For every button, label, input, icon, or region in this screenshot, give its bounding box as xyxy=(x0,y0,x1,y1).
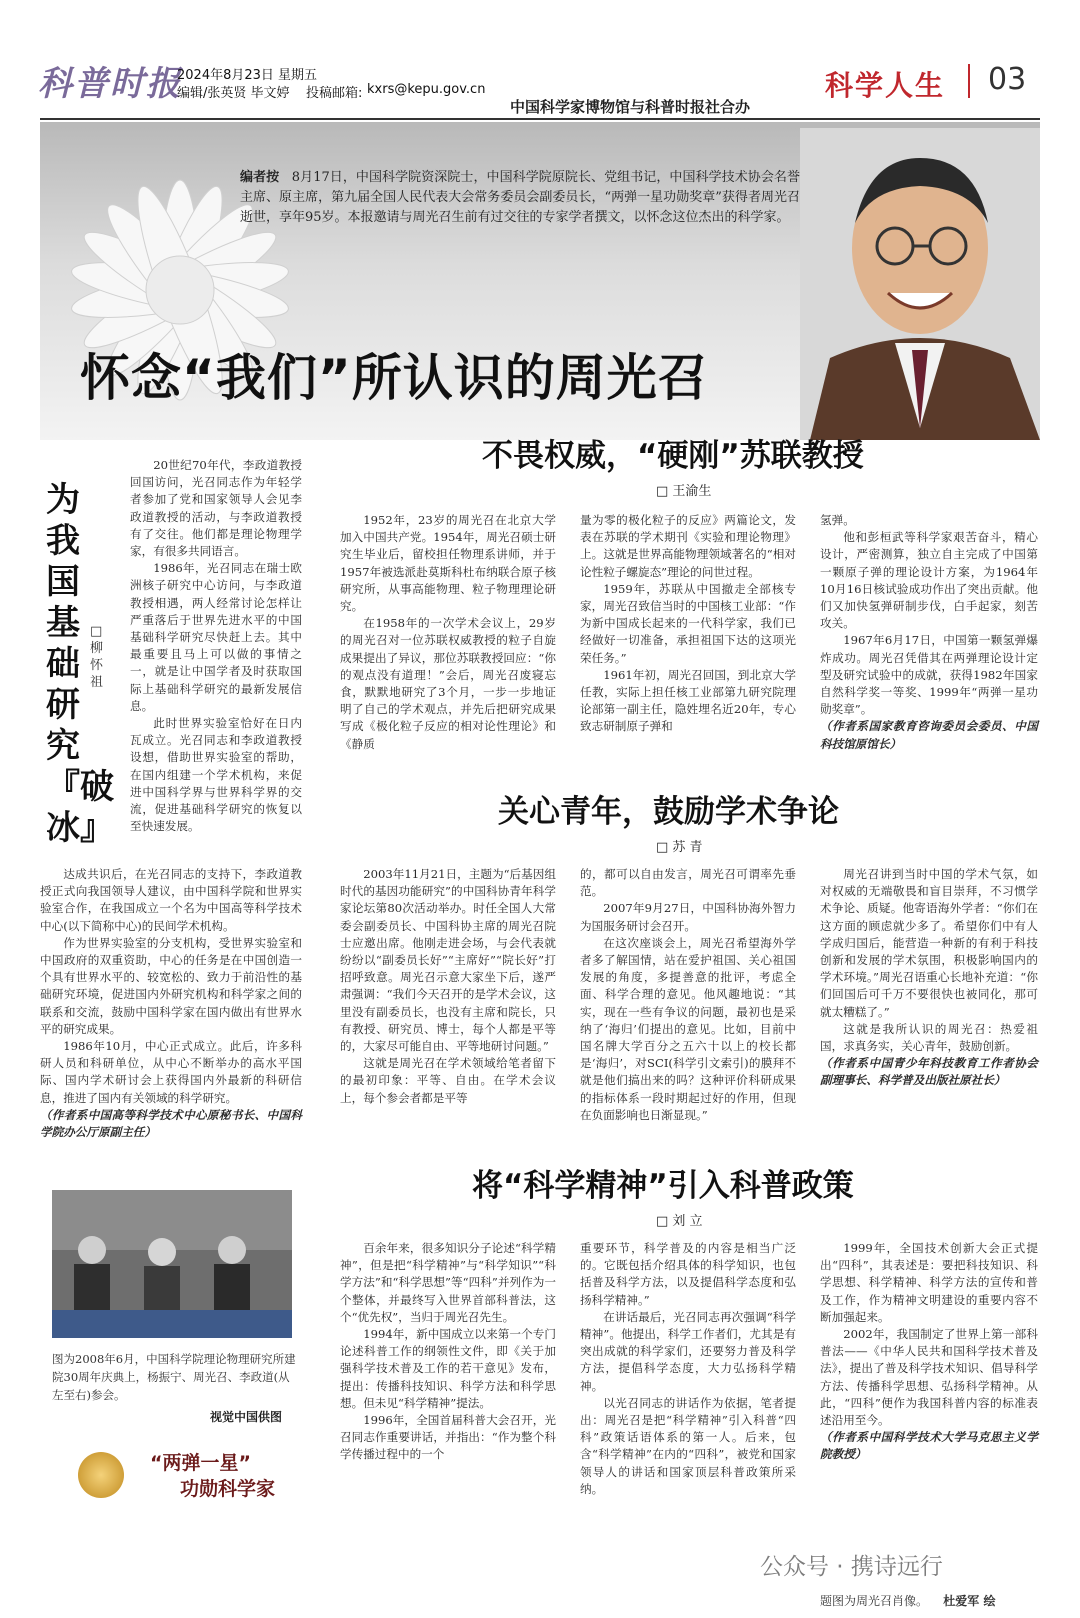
conference-photo xyxy=(52,1190,292,1338)
article3-byline: □ 刘 立 xyxy=(656,1214,703,1229)
portrait-illustration xyxy=(800,128,1040,440)
side-article-title: 为我国基础研究『破冰』 xyxy=(46,480,114,848)
masthead-rule xyxy=(40,118,1040,120)
paragraph: 在讲话最后，光召同志再次强调“科学精神”。他提出，科学工作者们，尤其是有突出成就的科学家们，还要努力普及科学方法，提倡科学态度，大力弘扬科学精神。 xyxy=(580,1309,796,1393)
article1-col3 xyxy=(820,512,1038,753)
article2-col3 xyxy=(820,866,1038,1090)
paragraph: 1996年，全国首届科普大会召开，光召同志作重要讲话，并指出：“作为整个科学传播过程中的一个 xyxy=(340,1413,556,1462)
figure-note xyxy=(820,1592,995,1609)
page-main-title: 怀念“我们”所认识的周光召 xyxy=(80,349,709,407)
paragraph: 他和彭桓武等科学家艰苦奋斗，精心设计，严密测算，独立自主完成了中国第一颗原子弹的理论设计方案，为1964年10月16日核试验成功作出了突出贡献。他们又加快氢弹研制步伐，白手起家，刻苦攻关。 xyxy=(820,530,1038,631)
article1-title: 不畏权威，“硬刚”苏联教授 xyxy=(482,438,864,474)
sponsor-line: 中国科学家博物馆与科普时报社合办 xyxy=(510,98,751,116)
side-article-author: □柳怀祖 xyxy=(90,624,104,690)
paragraph: 1959年，苏联从中国撤走全部核专家，周光召致信当时的中国核工业部：“作为新中国成长起来的一代科学家，我们已经做好一切准备，承担祖国下达的这项光荣任务。” xyxy=(580,581,796,665)
paragraph: 量为零的极化粒子的反应》两篇论文，发表在苏联的学术期刊《实验和理论物理》上。这就是世界高能物理领域著名的“相对论性粒子螺旋态”理论的问世过程。 xyxy=(580,513,796,579)
paragraph: 1952年，23岁的周光召在北京大学加入中国共产党。1954年，周光召硕士研究生毕业后，留校担任物理系讲师，并于1957年被选派赴莫斯科杜布纳联合原子核研究所，从事高能物理、粒子物理理论研究。 xyxy=(340,513,556,614)
newspaper-logo: 科普时报 xyxy=(38,64,182,104)
paragraph: 作为世界实验室的分支机构，受世界实验室和中国政府的双重资助，中心的任务是在中国创造一个具有世界水平的、较宽松的、致力于前沿性的基础研究环境，促进国内外研究机构和科学家之间的联系和交流，鼓励中国科学家在国内做出有世界水平的研究成果。 xyxy=(40,935,302,1036)
article3-author: 刘 立 xyxy=(672,1214,703,1229)
badge-line-2: 功勋科学家 xyxy=(180,1478,276,1500)
author-note: （作者系国家教育咨询委员会委员、中国科技馆原馆长） xyxy=(820,719,1038,751)
paragraph: 1961年初，周光召回国，到北京大学任教，实际上担任核工业部第九研究院理论部第一副主任，隐姓埋名近20年，专心致志研制原子弹和 xyxy=(580,667,796,734)
paragraph: 的，都可以自由发言，周光召可谓率先垂范。 xyxy=(580,867,796,899)
article2-author: 苏 青 xyxy=(672,840,703,855)
paragraph: 1994年，新中国成立以来第一个专门论述科普工作的纲领性文件，即《关于加强科学技术普及工作的若干意见》发布，提出：传播科技知识、科学方法和科学思想。但未见“科学精神”提法。 xyxy=(340,1327,556,1410)
side-article-body-top xyxy=(130,457,302,835)
article1-byline: □ 王渝生 xyxy=(656,484,712,499)
page-number: 03 xyxy=(988,62,1027,97)
paragraph: 以光召同志的讲话作为依据，笔者提出：周光召是把“科学精神”引入科普“四科”政策话语体系的第一人。后来，包含“科学精神”在内的“四科”，被党和国家领导人的讲话和国家顶层科普政策所采纳。 xyxy=(580,1395,796,1496)
paragraph: 20世纪70年代，李政道教授回国访问，光召同志作为年轻学者参加了党和国家领导人会见李政道教授的活动，与李政道教授有了交往。他们都是理论物理学家，有很多共同语言。 xyxy=(130,458,302,559)
paragraph: 达成共识后，在光召同志的支持下，李政道教授正式向我国领导人建议，由中国科学院和世界实验室合作，在我国成立一个名为中国高等科学技术中心(以下简称中心)的民间学术机构。 xyxy=(40,867,302,933)
editors-line: 编辑/张英贤 毕文婷 xyxy=(177,86,290,101)
issue-date: 2024年8月23日 星期五 xyxy=(177,68,318,83)
paragraph: 周光召讲到当时中国的学术气氛，如对权威的无端敬畏和盲目崇拜，不习惯学术争论、质疑。他寄语海外学者：“你们在这方面的顾虑就少多了。希望你们中有人学成归国后，能营造一种新的有利于科技创新和发展的学术氛围，积极影响国内的学术环境。”周光召语重心长地补充道：“你们回国后可千万不要很快也被同化，那可就太糟糕了。” xyxy=(820,867,1038,1019)
paragraph: 1986年10月，中心正式成立。此后，许多科研人员和科研单位，从中心不断举办的高水平国际、国内学术研讨会上获得国内外最新的科研信息，推进了国内有关领域的科学研究。 xyxy=(40,1039,302,1105)
paragraph: 2002年，我国制定了世界上第一部科普法——《中华人民共和国科学技术普及法》，提出了普及科学技术知识、倡导科学方法、传播科学思想、弘扬科学精神。从此，“四科”便作为我国科普内容的标准表述沿用至今。 xyxy=(820,1327,1038,1428)
article2-col2 xyxy=(580,866,796,1124)
section-title: 科学人生 xyxy=(825,69,946,102)
article3-col3 xyxy=(820,1240,1038,1464)
paragraph: 1986年，光召同志在瑞士欧洲核子研究中心访问，与李政道教授相遇，两人经常讨论怎样让严重落后于世界先进水平的中国基础科学研究尽快赶上去。其中最重要且马上可以做的事情之一，就是让中国学者及时获取国际上基础科学研究的最新发展信息。 xyxy=(130,561,302,713)
paragraph: 2003年11月21日，主题为“后基因组时代的基因功能研究”的中国科协青年科学家论坛第80次活动举办。时任全国人大常委会副委员长、中国科协主席的周光召院士应邀出席。他刚走进会场，与会代表就纷纷以“副委员长好”“主席好”“院长好”打招呼致意。周光召示意大家坐下后，遂严肃强调：“我们今天召开的是学术会议，这里没有副委员长，也没有主席和院长，只有教授、研究员、博士，每个人都是平等的，大家尽可能自由、平等地研讨问题。” xyxy=(340,867,556,1054)
paragraph: 在这次座谈会上，周光召希望海外学者多了解国情，站在爱护祖国、关心祖国发展的角度，多提善意的批评，考虑全面、科学合理的意见。他风趣地说：“其实，现在一些有争议的问题，最初也是采纳了‘海归’们提出的意见。比如，目前中国名牌大学百分之五六十以上的校长都是‘海归’，对SCI(科学引文索引)的膜拜不就是他们搞出来的吗？这种评价科研成果的指标体系一段时期起过好的作用，但现在负面影响也日渐显现。” xyxy=(580,935,796,1122)
badge-text xyxy=(110,1450,275,1502)
paragraph: 此时世界实验室恰好在日内瓦成立。光召同志和李政道教授设想，借助世界实验室的帮助，在国内组建一个学术机构，来促进中国科学界与世界科学界的交流，促进基础科学研究的恢复以至快速发展。 xyxy=(130,716,302,834)
author-note: （作者系中国青少年科技教育工作者协会副理事长、科学普及出版社原社长） xyxy=(820,1056,1038,1088)
paragraph: 氢弹。 xyxy=(820,513,855,527)
author-note: （作者系中国高等科学技术中心原秘书长、中国科学院办公厅原副主任） xyxy=(40,1107,302,1140)
paragraph: 在1958年的一次学术会议上，29岁的周光召对一位苏联权威教授的粒子自旋成果提出了异议，那位苏联教授回应：“你的观点没有道理！”会后，周光召废寝忘食，默默地研究了3个月，一步一步地证明了自己的学术观点，并先后把研究成果写成《极化粒子反应的相对论性理论》和《静质 xyxy=(340,616,556,751)
paragraph: 2007年9月27日，中国科协海外智力为国服务研讨会召开。 xyxy=(580,901,796,933)
photo-caption: 图为2008年6月，中国科学院理论物理研究所建院30周年庆典上，杨振宁、周光召、李政道(从左至右)参会。 xyxy=(52,1352,296,1402)
section-divider xyxy=(968,64,970,98)
editor-note-label: 编者按 xyxy=(240,170,280,185)
wechat-watermark: 公众号 · 携诗远行 xyxy=(760,1554,943,1580)
article1-author: 王渝生 xyxy=(672,484,712,499)
figure-note-text: 题图为周光召肖像。 xyxy=(820,1594,929,1608)
photo-credit: 视觉中国供图 xyxy=(210,1410,283,1424)
side-article-author-name: 柳怀祖 xyxy=(90,641,104,690)
article1-col1 xyxy=(340,512,556,753)
article1-col2 xyxy=(580,512,796,736)
paragraph: 这就是我所认识的周光召：热爱祖国，求真务实，关心青年，鼓励创新。 xyxy=(820,1021,1038,1054)
side-article-body-bottom xyxy=(40,866,302,1141)
author-note: （作者系中国科学技术大学马克思主义学院教授） xyxy=(820,1430,1038,1462)
article2-col1 xyxy=(340,866,556,1107)
paragraph: 百余年来，很多知识分子论述“科学精神”，但是把“科学精神”与“科学知识”“科学方法”和“科学思想”等“四科”并列作为一个整体，并最终写入世界首部科普法，这个“优先权”，当归于周光召先生。 xyxy=(340,1241,556,1324)
paragraph: 重要环节，科学普及的内容是相当广泛的。它既包括介绍具体的科学知识，也包括普及科学方法，以及提倡科学态度和弘扬科学精神。” xyxy=(580,1241,796,1307)
editor-note-text: 8月17日，中国科学院资深院士，中国科学院原院长、党组书记，中国科学技术协会名誉主席、原主席，第九届全国人民代表大会常务委员会副委员长，“两弹一星功勋奖章”获得者周光召逝世，享年95岁。本报邀请与周光召生前有过交往的专家学者撰文，以怀念这位杰出的科学家。 xyxy=(240,170,800,225)
badge-line-1: “两弹一星” xyxy=(150,1452,251,1474)
article3-title: 将“科学精神”引入科普政策 xyxy=(472,1168,854,1204)
editor-note xyxy=(240,168,800,228)
paragraph: 1967年6月17日，中国第一颗氢弹爆炸成功。周光召凭借其在两弹理论设计定型及研究试验中的成就，获得1982年国家自然科学奖一等奖、1999年“两弹一星功勋奖章”。 xyxy=(820,633,1038,717)
paragraph: 这就是周光召在学术领域给笔者留下的最初印象：平等、自由。在学术会议上，每个参会者都是平等 xyxy=(340,1056,556,1105)
article3-col1 xyxy=(340,1240,556,1464)
article3-col2 xyxy=(580,1240,796,1498)
article2-title: 关心青年，鼓励学术争论 xyxy=(498,794,839,830)
email-label: 投稿邮箱: xyxy=(306,86,363,101)
email-link[interactable]: kxrs@kepu.gov.cn xyxy=(367,82,486,97)
article2-byline: □ 苏 青 xyxy=(656,840,703,855)
figure-artist: 杜爱军 绘 xyxy=(943,1594,996,1608)
paragraph: 1999年，全国技术创新大会正式提出“四科”，其表述是：要把科技知识、科学思想、科学精神、科学方法的宣传和普及工作，作为精神文明建设的重要内容不断加强起来。 xyxy=(820,1241,1038,1324)
